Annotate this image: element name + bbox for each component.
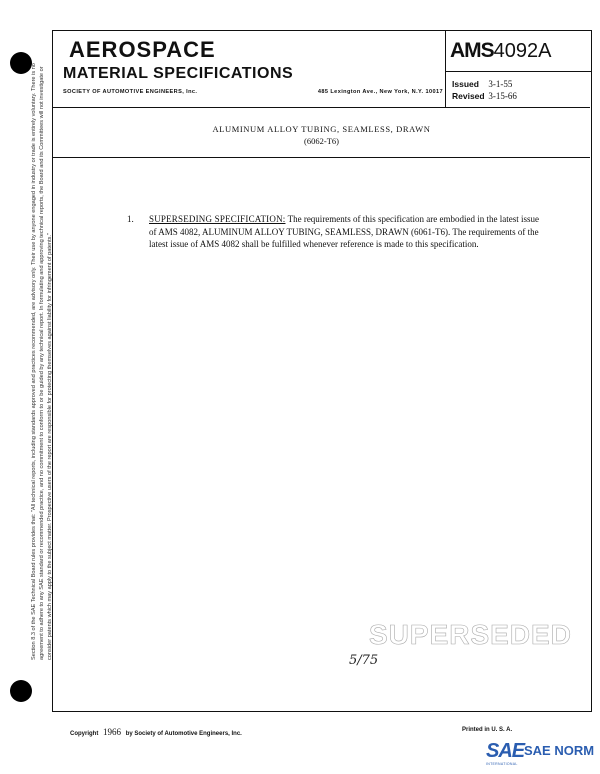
title-block xyxy=(53,107,590,158)
revised-label: Revised xyxy=(452,91,485,101)
issued-label: Issued xyxy=(452,79,479,89)
ams-code: 4092A xyxy=(493,40,552,62)
ams-box xyxy=(445,31,591,107)
issued-row xyxy=(452,79,512,89)
ams-number xyxy=(450,35,589,67)
punch-hole-top xyxy=(10,52,32,74)
paragraph-heading: SUPERSEDING SPECIFICATION: xyxy=(149,214,286,224)
sae-norm-logo xyxy=(486,740,596,768)
printed-line: Printed in U. S. A. xyxy=(462,727,513,733)
header xyxy=(53,31,590,108)
sae-logo-text: SAE NORM xyxy=(524,743,595,758)
paragraph-number: 1. xyxy=(127,214,134,224)
society-name: SOCIETY OF AUTOMOTIVE ENGINEERS, Inc. xyxy=(63,89,198,95)
revised-row xyxy=(452,91,517,101)
spec-frame xyxy=(52,30,592,712)
society-line xyxy=(63,89,443,95)
brand-subtitle: MATERIAL SPECIFICATIONS xyxy=(63,65,294,82)
copyright-line xyxy=(70,727,242,737)
sae-logo-small: INTERNATIONAL xyxy=(486,762,518,766)
spec-temper: (6062-T6) xyxy=(304,136,339,146)
paragraph-body: The requirements of this specification are embodied in the latest issue of AMS 4082, ALUMINUM ALLOY TUBING, SEAMLESS, DRAWN (6061-T6). The requirements of the latest issue of AMS 4082 shall be fulfilled whenever reference is made to this specification. xyxy=(149,214,539,249)
paragraph-text xyxy=(149,213,547,251)
ams-divider xyxy=(446,71,591,72)
brand-title: AEROSPACE xyxy=(69,37,216,62)
punch-hole-bottom xyxy=(10,680,32,702)
side-note-rules: Section 8.3 of the SAE Technical Board rules provides that: "All technical reports, including standards approved and practices recommended, are advisory only. Their use by anyone engaged in industry or trade is entirely voluntary. There is no agreement to adhere to any SAE standard or recommended practice, and no commitment to conform to or be guided by any technical report. In formulating and approving technical reports, the Board and its Committees will not investigate or consider patents which may apply to the subject matter. Prospective users of the report are responsible for protecting themselves against liability for infringement of patents." xyxy=(31,63,53,660)
ams-prefix: AMS xyxy=(450,39,494,62)
spec-title: ALUMINUM ALLOY TUBING, SEAMLESS, DRAWN xyxy=(212,124,431,134)
revised-date: 3-15-66 xyxy=(488,91,517,101)
society-address: 485 Lexington Ave., New York, N.Y. 10017 xyxy=(317,89,443,95)
sae-logo-mark: SAE xyxy=(486,740,525,762)
copyright-suffix: by Society of Automotive Engineers, Inc. xyxy=(125,731,242,737)
paragraph-1 xyxy=(127,213,547,251)
superseded-stamp: SUPERSEDED xyxy=(369,619,572,650)
copyright-prefix: Copyright xyxy=(70,731,99,737)
issued-date: 3-1-55 xyxy=(488,79,513,89)
copyright-year: 1966 xyxy=(103,727,122,737)
handwritten-note: 5/75 xyxy=(349,653,379,668)
